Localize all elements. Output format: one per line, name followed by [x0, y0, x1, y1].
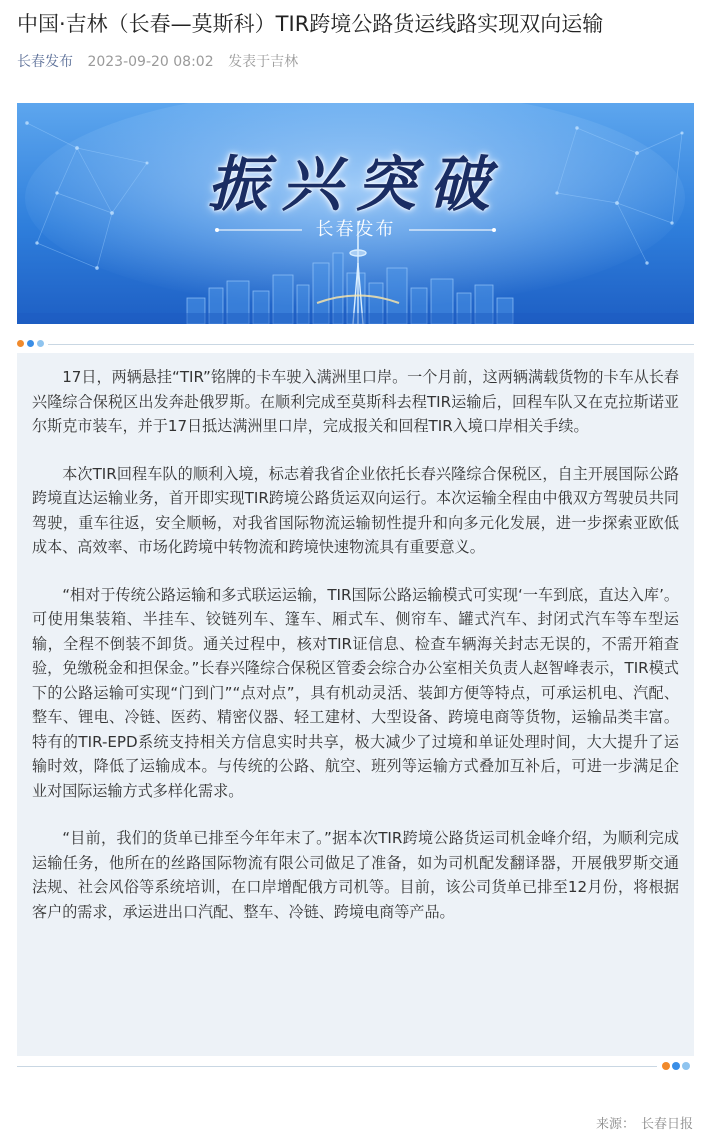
divider-top — [48, 344, 694, 345]
decorative-dots-bottom — [662, 1062, 692, 1070]
dot-blue-icon — [672, 1062, 680, 1070]
dot-orange-icon — [662, 1062, 670, 1070]
banner-image — [17, 103, 694, 324]
source-label: 来源： — [595, 1117, 635, 1132]
article-paragraph: 本次TIR回程车队的顺利入境，标志着我省企业依托长春兴隆综合保税区，自主开展国际公路跨境直达运输业务，首开即实现TIR跨境公路货运双向运行。本次运输全程由中俄双方驾驶员共同驾驶，重车往返，安全顺畅，对我省国际物流运输韧性提升和向多元化发展，进一步探索亚欧低成本、高效率、市场化跨境中转物流和跨境快速物流具有重要意义。 — [32, 464, 679, 556]
dot-sky-icon — [37, 340, 44, 347]
publish-datetime: 2023-09-20 08:02 — [87, 54, 214, 70]
dot-orange-icon — [17, 340, 24, 347]
article-body — [17, 353, 694, 1056]
banner-title: 振兴突破 — [207, 150, 504, 220]
decorative-dots-top — [17, 340, 47, 348]
dot-blue-icon — [27, 340, 34, 347]
article-meta — [17, 52, 298, 72]
author-link[interactable]: 长春发布 — [17, 54, 73, 70]
article-title: 中国·吉林（长春—莫斯科）TIR跨境公路货运线路实现双向运输 — [17, 12, 604, 36]
article-paragraph: “相对于传统公路运输和多式联运运输，TIR国际公路运输模式可实现‘一车到底，直达入库’。可使用集装箱、半挂车、铰链列车、篷车、厢式车、侧帘车、罐式汽车、封闭式汽车等车型运输，全程不倒装不卸货。通关过程中，核对TIR证信息、检查车辆海关封志无误的，不需开箱查验，免缴税金和担保金。”长春兴隆综合保税区管委会综合办公室相关负责人赵智峰表示，TIR模式下的公路运输可实现“门到门”“点对点”，具有机动灵活、装卸方便等特点，可承运机电、汽配、整车、锂电、冷链、医药、精密仪器、轻工建材、大型设备、跨境电商等货物，运输品类丰富。特有的TIR-EPD系统支持相关方信息实时共享，极大减少了过境和单证处理时间，大大提升了运输时效，降低了运输成本。与传统的公路、航空、班列等运输方式叠加互补后，可进一步满足企业对国际运输方式多样化需求。 — [32, 585, 679, 800]
article-paragraph: 17日，两辆悬挂“TIR”铭牌的卡车驶入满洲里口岸。一个月前，这两辆满载货物的卡车从长春兴隆综合保税区出发奔赴俄罗斯。在顺利完成至莫斯科去程TIR运输后，回程车队又在克拉斯诺亚尔斯克市装车，并于17日抵达满洲里口岸，完成报关和回程TIR入境口岸相关手续。 — [32, 368, 679, 435]
dot-sky-icon — [682, 1062, 690, 1070]
article-source — [596, 1113, 693, 1132]
publish-location: 发表于吉林 — [228, 54, 299, 70]
article-paragraph: “目前，我们的货单已排至今年年末了。”据本次TIR跨境公路货运司机金峰介绍，为顺利完成运输任务，他所在的丝路国际物流有限公司做足了准备，如为司机配发翻译器，开展俄罗斯交通法规、社会风俗等系统培训，在口岸增配俄方司机等。目前，该公司货单已排至12月份，将根据客户的需求，承运进出口汽配、整车、冷链、跨境电商等产品。 — [32, 829, 679, 921]
source-name: 长春日报 — [640, 1117, 693, 1132]
banner-subtitle: 长春发布 — [315, 219, 396, 240]
divider-bottom — [17, 1066, 657, 1067]
